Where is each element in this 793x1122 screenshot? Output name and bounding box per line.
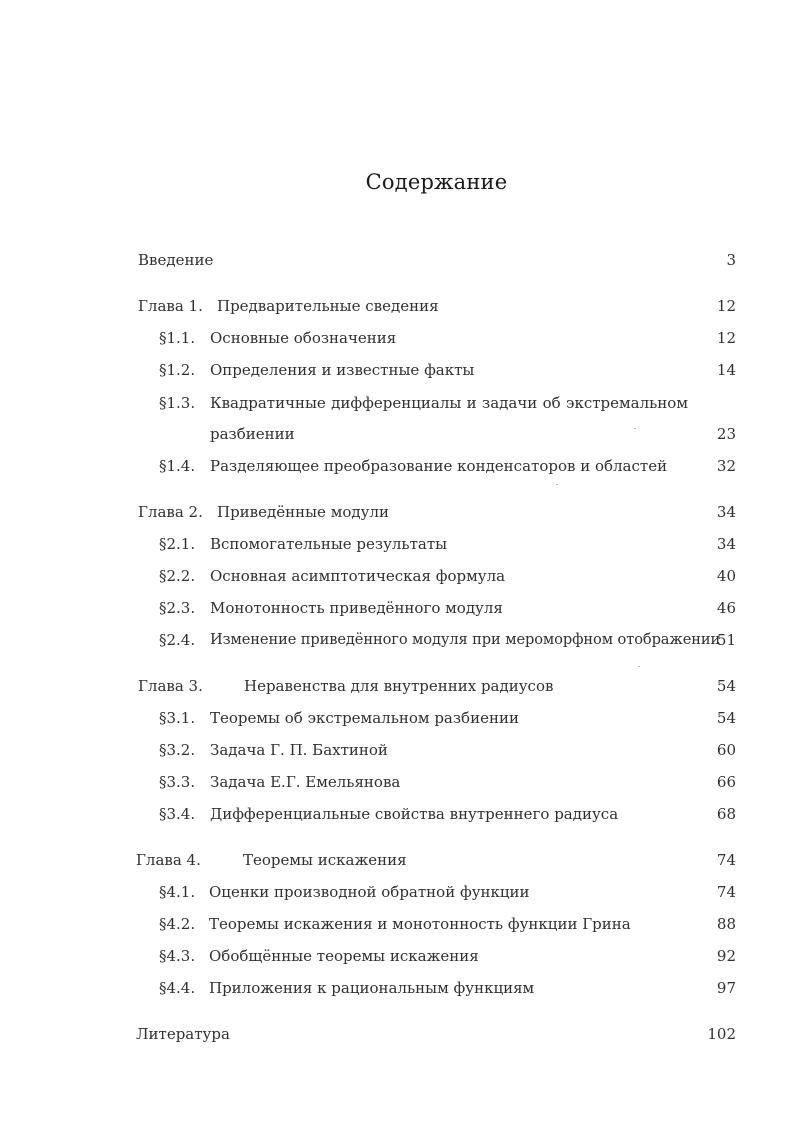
section-number: §4.4. bbox=[159, 979, 196, 997]
toc-section-4-3[interactable] bbox=[0, 944, 793, 968]
section-number: §4.2. bbox=[159, 915, 196, 933]
toc-page-number: 74 bbox=[716, 851, 736, 869]
section-number: §3.3. bbox=[159, 773, 196, 791]
chapter-title: Предварительные сведения bbox=[217, 297, 439, 315]
chapter-label: Глава 2. bbox=[138, 503, 203, 521]
toc-chapter-4[interactable] bbox=[0, 848, 793, 872]
toc-section-4-4[interactable] bbox=[0, 976, 793, 1000]
section-title: Теоремы искажения и монотонность функции Грина bbox=[209, 915, 631, 933]
toc-entry-title: Введение bbox=[138, 251, 214, 269]
toc-entry-title: Литература bbox=[136, 1025, 230, 1043]
toc-section-2-4[interactable] bbox=[0, 628, 793, 652]
section-number: §4.3. bbox=[159, 947, 196, 965]
section-number: §3.1. bbox=[159, 709, 196, 727]
section-number: §2.1. bbox=[159, 535, 196, 553]
section-title: Теоремы об экстремальном разбиении bbox=[210, 709, 519, 727]
toc-page-number: 51 bbox=[716, 631, 736, 649]
toc-chapter-2[interactable] bbox=[0, 500, 793, 524]
page-title: Содержание bbox=[365, 170, 508, 194]
toc-page-number: 60 bbox=[716, 741, 736, 759]
section-number: §1.4. bbox=[159, 457, 196, 475]
toc-section-1-3[interactable] bbox=[0, 391, 793, 415]
section-title: Оценки производной обратной функции bbox=[209, 883, 530, 901]
section-title: Обобщённые теоремы искажения bbox=[209, 947, 479, 965]
toc-section-4-2[interactable] bbox=[0, 912, 793, 936]
section-title: Определения и известные факты bbox=[210, 361, 475, 379]
toc-section-1-3-continued[interactable] bbox=[0, 422, 793, 446]
section-title: Основная асимптотическая формула bbox=[210, 567, 506, 585]
toc-page-number: 66 bbox=[716, 773, 736, 791]
toc-page-number: 34 bbox=[716, 535, 736, 553]
chapter-title: Теоремы искажения bbox=[243, 851, 407, 869]
toc-page-number: 12 bbox=[716, 297, 736, 315]
toc-section-2-3[interactable] bbox=[0, 596, 793, 620]
chapter-title: Приведённые модули bbox=[217, 503, 389, 521]
section-title-line-2: разбиении bbox=[210, 425, 295, 443]
toc-chapter-3[interactable] bbox=[0, 674, 793, 698]
toc-entry-intro[interactable] bbox=[0, 248, 793, 272]
toc-page-number: 88 bbox=[716, 915, 736, 933]
toc-page-number: 92 bbox=[716, 947, 736, 965]
section-title: Задача Г. П. Бахтиной bbox=[210, 741, 388, 759]
toc-page-number: 3 bbox=[726, 251, 736, 269]
toc-page-number: 54 bbox=[716, 677, 736, 695]
toc-page-number: 74 bbox=[716, 883, 736, 901]
section-title: Изменение приведённого модуля при мероморфном отображении bbox=[210, 631, 721, 648]
scan-speck bbox=[634, 428, 636, 429]
toc-section-1-1[interactable] bbox=[0, 326, 793, 350]
section-number: §4.1. bbox=[159, 883, 196, 901]
section-number: §2.4. bbox=[159, 631, 196, 649]
section-title: Основные обозначения bbox=[210, 329, 397, 347]
section-title: Разделяющее преобразование конденсаторов и областей bbox=[210, 457, 668, 475]
section-number: §2.3. bbox=[159, 599, 196, 617]
toc-section-3-1[interactable] bbox=[0, 706, 793, 730]
chapter-title: Неравенства для внутренних радиусов bbox=[244, 677, 554, 695]
section-number: §3.4. bbox=[159, 805, 196, 823]
toc-section-3-4[interactable] bbox=[0, 802, 793, 826]
section-number: §1.2. bbox=[159, 361, 196, 379]
section-title: Вспомогательные результаты bbox=[210, 535, 448, 553]
toc-page-number: 97 bbox=[716, 979, 736, 997]
toc-chapter-1[interactable] bbox=[0, 294, 793, 318]
toc-page-number: 102 bbox=[707, 1025, 736, 1043]
section-number: §2.2. bbox=[159, 567, 196, 585]
toc-page-number: 68 bbox=[716, 805, 736, 823]
section-number: §3.2. bbox=[159, 741, 196, 759]
section-title: Приложения к рациональным функциям bbox=[209, 979, 535, 997]
toc-section-4-1[interactable] bbox=[0, 880, 793, 904]
scan-speck bbox=[638, 666, 640, 667]
section-title: Дифференциальные свойства внутреннего радиуса bbox=[210, 805, 619, 823]
toc-page-number: 12 bbox=[716, 329, 736, 347]
section-number: §1.1. bbox=[159, 329, 196, 347]
toc-section-1-4[interactable] bbox=[0, 454, 793, 478]
section-number: §1.3. bbox=[159, 394, 196, 412]
section-title-line-1: Квадратичные дифференциалы и задачи об экстремальном bbox=[210, 394, 688, 412]
scan-speck bbox=[556, 484, 558, 485]
section-title: Монотонность приведённого модуля bbox=[210, 599, 503, 617]
toc-section-2-2[interactable] bbox=[0, 564, 793, 588]
chapter-label: Глава 1. bbox=[138, 297, 203, 315]
toc-section-3-3[interactable] bbox=[0, 770, 793, 794]
chapter-label: Глава 4. bbox=[136, 851, 201, 869]
toc-section-1-2[interactable] bbox=[0, 358, 793, 382]
toc-page-number: 14 bbox=[716, 361, 736, 379]
toc-entry-references[interactable] bbox=[0, 1022, 793, 1046]
toc-page-number: 46 bbox=[716, 599, 736, 617]
toc-page-number: 23 bbox=[716, 425, 736, 443]
toc-section-3-2[interactable] bbox=[0, 738, 793, 762]
toc-page-number: 32 bbox=[716, 457, 736, 475]
toc-section-2-1[interactable] bbox=[0, 532, 793, 556]
chapter-label: Глава 3. bbox=[138, 677, 203, 695]
toc-page-number: 54 bbox=[716, 709, 736, 727]
section-title: Задача Е.Г. Емельянова bbox=[210, 773, 401, 791]
toc-page-number: 40 bbox=[716, 567, 736, 585]
toc-page-number: 34 bbox=[716, 503, 736, 521]
